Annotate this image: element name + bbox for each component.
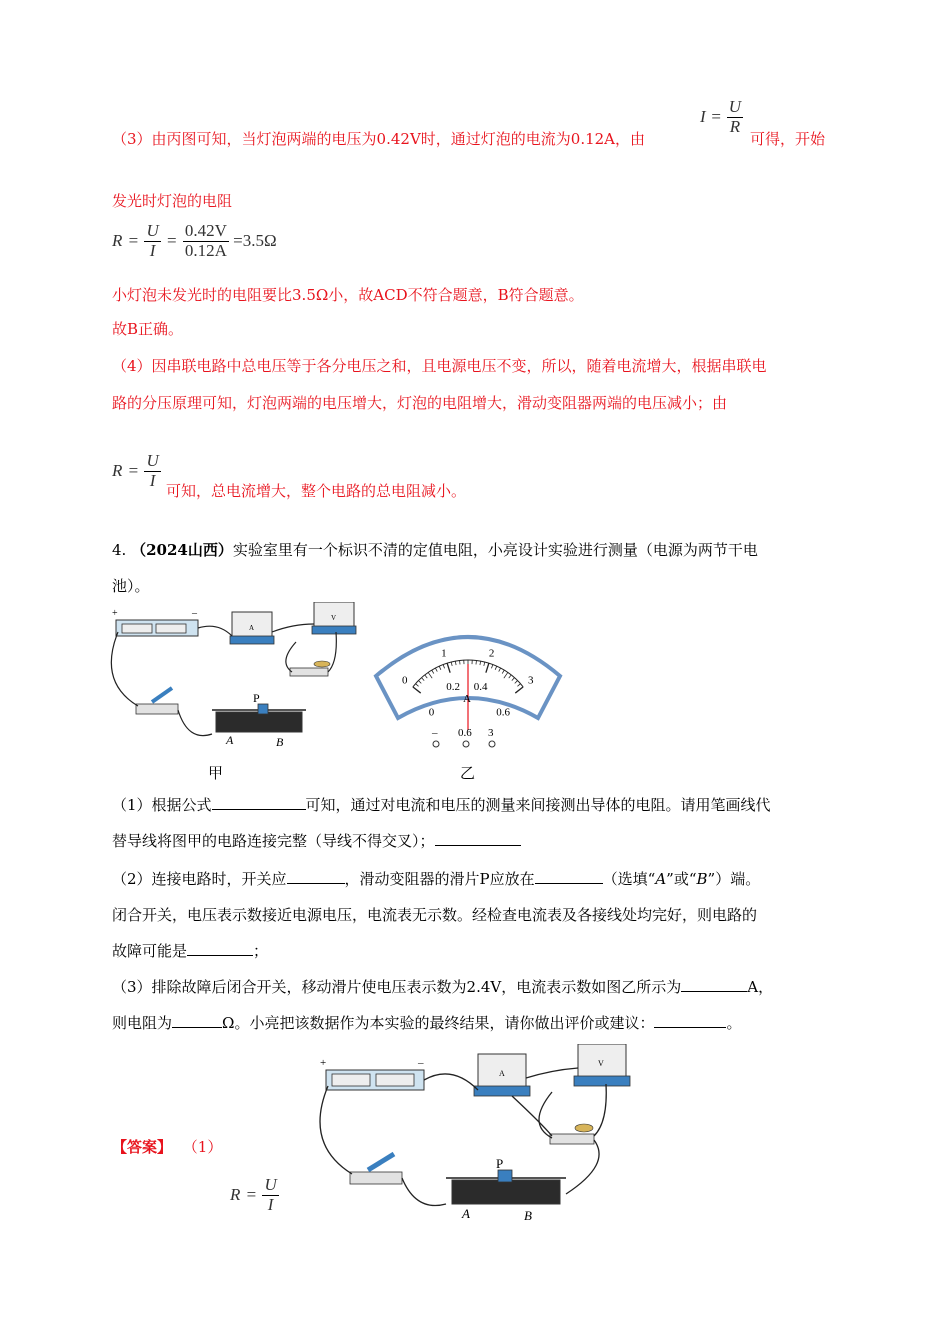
calc-frac1-den: I xyxy=(149,240,156,260)
q3-blank-resistance[interactable] xyxy=(172,1013,222,1028)
question-source: （2024山西） xyxy=(131,541,233,559)
q2-text-a: （2）连接电路时，开关应 xyxy=(112,870,287,888)
battery-minus-label: – xyxy=(192,608,197,619)
rheostat xyxy=(216,712,302,732)
answer-frac-den: I xyxy=(267,1194,274,1214)
switch xyxy=(136,704,178,714)
q2-line3 xyxy=(112,940,268,961)
q1-text-a: （1）根据公式 xyxy=(112,796,212,814)
figure-label-yi: 乙 xyxy=(460,764,476,782)
q3-blank-current[interactable] xyxy=(681,977,747,992)
q2-line2: 闭合开关，电压表示数接近电源电压，电流表无示数。经检查电流表及各接线处均完好，则电路的 xyxy=(112,906,758,924)
line-choose-b: 故B正确。 xyxy=(112,320,184,338)
ammeter-label: A xyxy=(249,624,255,632)
question-number: 4. xyxy=(112,541,127,559)
q2-text-e: ”）端。 xyxy=(707,870,761,888)
formula-i-u-r xyxy=(700,98,743,136)
q2-text-d: ”或“ xyxy=(666,870,697,888)
q2-text-end: ； xyxy=(253,942,269,960)
slider-label: P xyxy=(253,691,260,705)
q2-blank-switch[interactable] xyxy=(287,869,345,884)
calc-eq2: = xyxy=(167,231,177,251)
terminal-minus: – xyxy=(432,727,438,739)
p3-prefix: （3）由丙图可知，当灯泡两端的电压为0.42V时，通过灯泡的电流为0.12A，由 xyxy=(112,130,646,148)
q3-blank-evaluation[interactable] xyxy=(654,1013,726,1028)
fraction-den: R xyxy=(729,116,741,136)
answer-ammeter-label: A xyxy=(499,1069,505,1078)
question-stem-text: 实验室里有一个标识不清的定值电阻，小亮设计实验进行测量（电源为两节干电 xyxy=(232,541,758,559)
dial-top-tick-label: 0 xyxy=(401,674,408,687)
answer-frac-num: U xyxy=(264,1175,277,1194)
answer-end-b: B xyxy=(524,1208,532,1223)
voltmeter-label: V xyxy=(331,614,337,622)
p4-line3: 可知，总电流增大，整个电路的总电阻减小。 xyxy=(166,482,467,500)
answer-formula-eq: = xyxy=(246,1185,257,1205)
p3-line1 xyxy=(112,128,645,149)
q2-option-b: B xyxy=(696,870,708,888)
terminal-3: 3 xyxy=(488,727,494,739)
calc-frac2-den: 0.12A xyxy=(184,240,227,260)
answer-voltmeter-label: V xyxy=(598,1059,604,1068)
p4-frac-num: U xyxy=(146,451,159,470)
q2-blank-slider[interactable] xyxy=(535,869,603,884)
rheostat-end-a: A xyxy=(226,733,234,747)
answer-part: （1） xyxy=(182,1138,223,1156)
q2-text-fault: 故障可能是 xyxy=(112,942,188,960)
circuit-figure-jia xyxy=(108,602,368,752)
dial-bottom-tick-label: 0.4 xyxy=(473,681,488,694)
q2-text-b: ，滑动变阻器的滑片P应放在 xyxy=(344,870,535,888)
q3-text-d: Ω。小亮把该数据作为本实验的最终结果，请你做出评价或建议： xyxy=(222,1014,655,1032)
calc-r: R xyxy=(112,231,123,251)
dial-top-tick-label: 2 xyxy=(488,647,495,660)
calc-formula xyxy=(112,222,277,260)
p3-suffix-line xyxy=(750,128,825,149)
ammeter-dial-yi xyxy=(368,618,568,748)
q3-text-e: 。 xyxy=(726,1014,742,1032)
answer-formula-frac xyxy=(262,1176,278,1214)
answer-line xyxy=(112,1136,222,1157)
dial-unit: A xyxy=(463,693,471,705)
answer-battery-minus: – xyxy=(418,1057,424,1069)
terminal-0-6: 0.6 xyxy=(458,727,472,739)
p4-formula-frac xyxy=(144,452,160,490)
formula-eq: = xyxy=(711,107,722,127)
calc-eq1: = xyxy=(128,231,139,251)
question-stem-line2: 池）。 xyxy=(112,577,150,595)
p3-line2: 发光时灯泡的电阻 xyxy=(112,192,233,210)
fraction-u-over-r xyxy=(727,98,743,136)
question-stem-line1 xyxy=(112,539,758,560)
p4-line2: 路的分压原理可知，灯泡两端的电压增大，灯泡的电阻增大，滑动变阻器两端的电压减小；由 xyxy=(112,394,728,412)
calc-frac2 xyxy=(183,222,229,260)
dial-bottom-tick-label: 0 xyxy=(428,706,435,719)
rheostat-end-b: B xyxy=(276,735,284,749)
p4-formula-eq: = xyxy=(128,461,139,481)
line-small-resistance: 小灯泡未发光时的电阻要比3.5Ω小，故ACD不符合题意，B符合题意。 xyxy=(112,286,584,304)
q1-line2 xyxy=(112,830,521,851)
dial-bottom-tick-label: 0.2 xyxy=(446,681,461,694)
q3-text-b: A， xyxy=(747,978,774,996)
q2-option-a: A xyxy=(655,870,667,888)
q3-line1 xyxy=(112,976,773,997)
slider-p xyxy=(258,704,268,714)
q2-line1 xyxy=(112,868,760,889)
answer-label: 【答案】 xyxy=(112,1138,173,1156)
answer-slider-label: P xyxy=(496,1156,504,1171)
q1-text-c: 替导线将图甲的电路连接完整（导线不得交叉）； xyxy=(112,832,435,850)
battery-plus-label: + xyxy=(112,608,118,619)
q2-blank-fault[interactable] xyxy=(187,941,253,956)
dial-top-tick-label: 1 xyxy=(441,647,447,660)
q2-text-c: （选填“ xyxy=(602,870,656,888)
p4-line1: （4）因串联电路中总电压等于各分电压之和，且电源电压不变，所以，随着电流增大，根据串联电 xyxy=(112,357,767,375)
p4-formula xyxy=(112,452,161,490)
q3-line2 xyxy=(112,1012,741,1033)
answer-battery-plus: + xyxy=(320,1057,327,1069)
dial-top-tick-label: 3 xyxy=(528,674,534,687)
p3-suffix: 可得，开始 xyxy=(750,130,826,148)
fraction-num: U xyxy=(728,97,742,116)
answer-formula-r: R xyxy=(230,1185,241,1205)
calc-result: =3.5Ω xyxy=(233,231,277,251)
answer-circuit-figure xyxy=(312,1044,632,1224)
figure-label-jia: 甲 xyxy=(208,764,224,782)
formula-i: I xyxy=(700,107,706,127)
dial-bottom-tick-label: 0.6 xyxy=(496,706,510,719)
q1-blank-formula[interactable] xyxy=(212,795,306,810)
answer-end-a: A xyxy=(462,1206,470,1221)
q1-line1 xyxy=(112,794,771,815)
p4-frac-den: I xyxy=(149,470,156,490)
calc-frac1 xyxy=(144,222,160,260)
resistor xyxy=(290,668,328,676)
calc-frac1-num: U xyxy=(146,221,159,240)
q1-blank-drawing[interactable] xyxy=(435,831,521,846)
p4-formula-r: R xyxy=(112,461,123,481)
q1-text-b: 可知，通过对电流和电压的测量来间接测出导体的电阻。请用笔画线代 xyxy=(305,796,771,814)
calc-frac2-num: 0.42V xyxy=(184,221,227,240)
q3-text-a: （3）排除故障后闭合开关，移动滑片使电压表示数为2.4V，电流表示数如图乙所示为 xyxy=(112,978,682,996)
q3-text-c: 则电阻为 xyxy=(112,1014,173,1032)
answer-formula xyxy=(230,1176,279,1214)
